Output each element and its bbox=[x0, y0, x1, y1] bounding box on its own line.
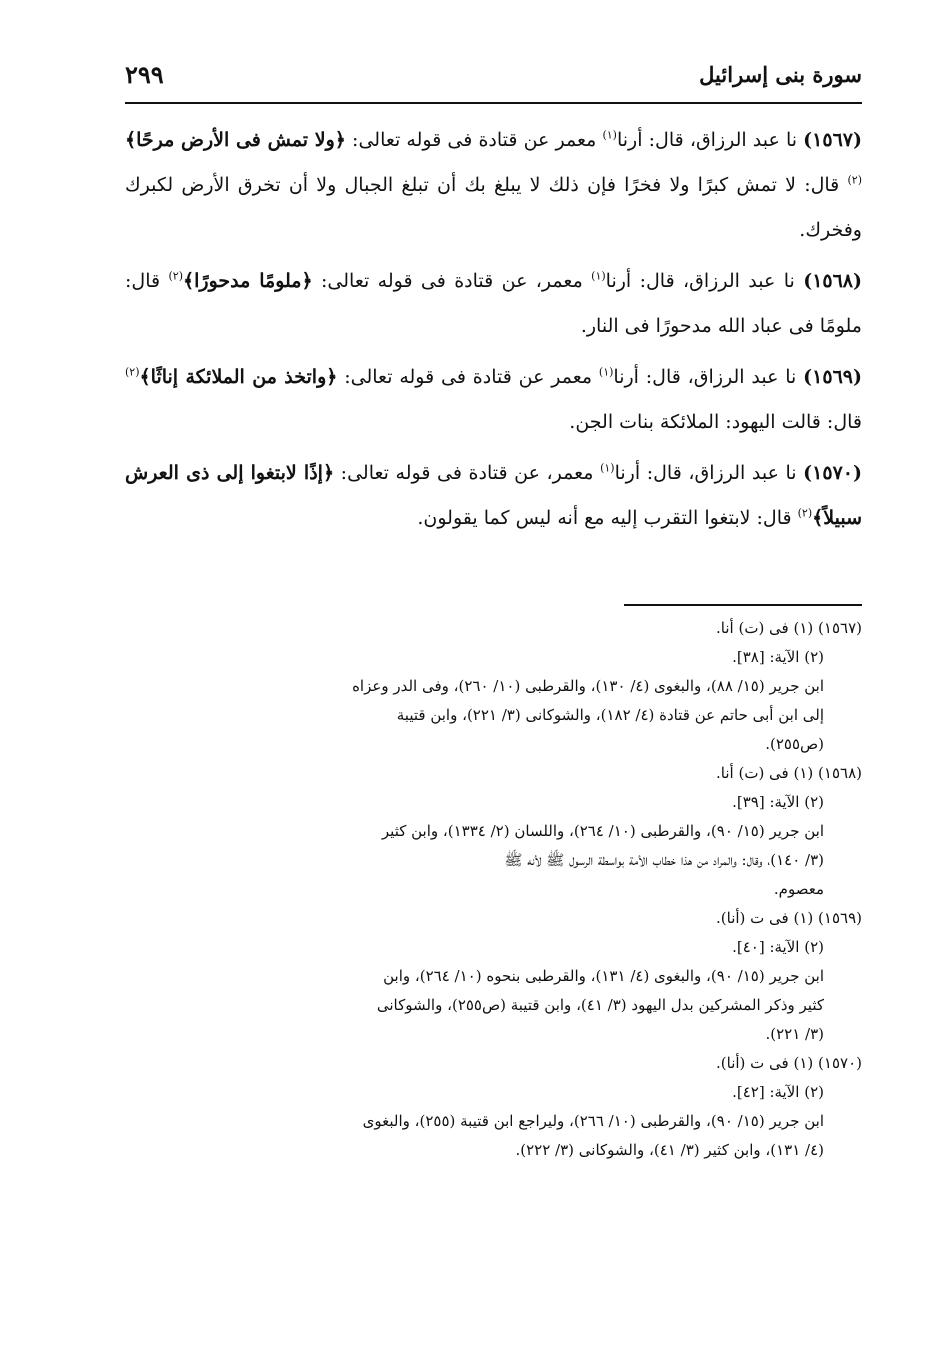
footnote-reference: ابن جرير (١٥/ ٩٠)، والبغوى (٤/ ١٣١)، والقرطبى بنحوه (١٠/ ٢٦٤)، وابن bbox=[383, 967, 824, 985]
quran-verse: ﴿ولا تمش فى الأرض مرحًا﴾ bbox=[125, 129, 346, 151]
footnote-line: (١٥٧٠) (١) فى ت (أنا). bbox=[716, 1054, 862, 1072]
footnote-line: (٢) الآية: [٣٨]. bbox=[732, 648, 824, 666]
footnote-reference: إلى ابن أبى حاتم عن قتادة (٤/ ١٨٢)، والشوكانى (٣/ ٢٢١)، وابن قتيبة bbox=[396, 706, 824, 724]
entry-text: معمر، عن قتادة فى قوله تعالى: bbox=[312, 270, 592, 292]
footnote-line: (٢) الآية: [٣٩]. bbox=[732, 793, 824, 811]
entry-number: (١٥٦٧) bbox=[803, 129, 862, 151]
hadith-entry bbox=[125, 118, 862, 253]
footnote-group bbox=[125, 904, 862, 1049]
entry-text: نا عبد الرزاق، قال: أرنا bbox=[605, 270, 804, 292]
entry-text: معمر عن قتادة فى قوله تعالى: bbox=[345, 129, 603, 151]
entry-number: (١٥٧٠) bbox=[803, 462, 862, 484]
entry-text: معمر عن قتادة فى قوله تعالى: bbox=[337, 366, 599, 388]
footnote-reference: (٣/ ٢٢١). bbox=[765, 1025, 824, 1043]
entry-text: قال: ملومًا فى عباد الله مدحورًا فى النار. bbox=[125, 270, 862, 337]
hadith-entry bbox=[125, 451, 862, 541]
footnote-marker: (٢) bbox=[125, 365, 140, 379]
footnote-line: (١٥٦٩) (١) فى ت (أنا). bbox=[716, 909, 862, 927]
footnote-line: (٢) الآية: [٤٠]. bbox=[732, 938, 824, 956]
footnote-marker: (٢) bbox=[168, 269, 183, 283]
page-number: ٢٩٩ bbox=[125, 60, 164, 89]
footnote-line: (١٥٦٧) (١) فى (ت) أنا. bbox=[716, 619, 862, 637]
entry-number: (١٥٦٩) bbox=[803, 366, 862, 388]
main-text bbox=[125, 118, 862, 547]
entry-number: (١٥٦٨) bbox=[803, 270, 863, 292]
footnote-reference: (٣/ ١٤٠)، وقال: والمراد من هذا خطاب الأمة بواسطة الرسول ﷺ لأنه ﷺ bbox=[504, 851, 824, 869]
entry-text: نا عبد الرزاق، قال: أرنا bbox=[613, 366, 804, 388]
footnote-reference: كثير وذكر المشركين بدل اليهود (٣/ ٤١)، وابن قتيبة (ص٢٥٥)، والشوكانى bbox=[376, 996, 824, 1014]
footnote-line: (٢) الآية: [٤٢]. bbox=[732, 1083, 824, 1101]
footnote-group bbox=[125, 759, 862, 904]
footnote-marker: (١) bbox=[598, 365, 614, 379]
entry-text: نا عبد الرزاق، قال: أرنا bbox=[614, 462, 804, 484]
footnote-reference: ابن جرير (١٥/ ٩٠)، والقرطبى (١٠/ ٢٦٦)، وليراجع ابن قتيبة (٢٥٥)، والبغوى bbox=[362, 1112, 824, 1130]
entry-text: نا عبد الرزاق، قال: أرنا bbox=[616, 129, 804, 151]
footnote-divider bbox=[624, 604, 862, 606]
entry-text: قال: لابتغوا التقرب إليه مع أنه ليس كما يقولون. bbox=[417, 507, 798, 529]
hadith-entry bbox=[125, 355, 862, 445]
footnote-marker: (١) bbox=[602, 128, 617, 142]
footnote-reference: ابن جرير (١٥/ ٩٠)، والقرطبى (١٠/ ٢٦٤)، واللسان (٢/ ١٣٣٤)، وابن كثير bbox=[381, 822, 824, 840]
quran-verse: ﴿واتخذ من الملائكة إناثًا﴾ bbox=[139, 366, 338, 388]
quran-verse: ﴿إذًا لابتغوا إلى ذى العرش سبيلاً﴾ bbox=[125, 462, 862, 529]
footnote-group bbox=[125, 1049, 862, 1165]
footnote-group bbox=[125, 614, 862, 759]
footnote-line: (١٥٦٨) (١) فى (ت) أنا. bbox=[716, 764, 862, 782]
surah-title: سورة بنى إسرائيل bbox=[699, 62, 862, 87]
entry-text: معمر، عن قتادة فى قوله تعالى: bbox=[334, 462, 601, 484]
footnote-marker: (٢) bbox=[797, 506, 813, 520]
entry-text: قال: قالت اليهود: الملائكة بنات الجن. bbox=[569, 411, 862, 433]
footnotes bbox=[125, 614, 862, 1165]
footnote-reference: ابن جرير (١٥/ ٨٨)، والبغوى (٤/ ١٣٠)، والقرطبى (١٠/ ٢٦٠)، وفى الدر وعزاه bbox=[352, 677, 824, 695]
footnote-marker: (٢) bbox=[847, 173, 862, 187]
page-header bbox=[125, 58, 862, 104]
quran-verse: ﴿ملومًا مدحورًا﴾ bbox=[182, 270, 313, 292]
footnote-marker: (١) bbox=[600, 461, 615, 475]
entry-text: قال: لا تمش كبرًا ولا فخرًا فإن ذلك لا يبلغ بك أن تبلغ الجبال ولا أن تخرق الأرض لكبرك وفخرك. bbox=[125, 174, 862, 241]
footnote-reference: معصوم. bbox=[773, 880, 824, 898]
footnote-marker: (١) bbox=[591, 269, 606, 283]
footnote-reference: (ص٢٥٥). bbox=[765, 735, 824, 753]
hadith-entry bbox=[125, 259, 862, 349]
footnote-reference: (٤/ ١٣١)، وابن كثير (٣/ ٤١)، والشوكانى (٣/ ٢٢٢). bbox=[515, 1141, 824, 1159]
